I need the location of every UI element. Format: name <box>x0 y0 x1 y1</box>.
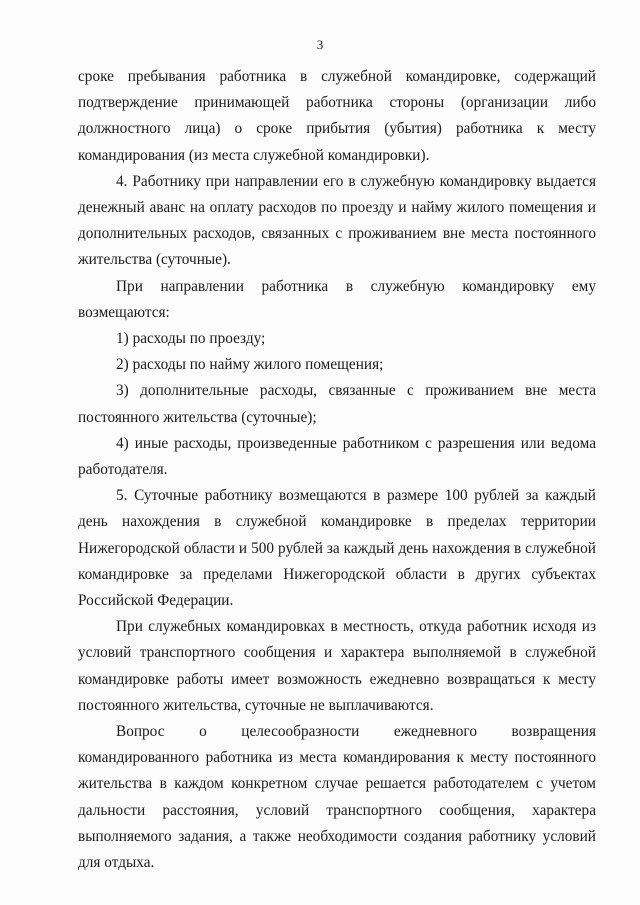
document-body <box>78 64 596 876</box>
page-number: 3 <box>316 37 324 52</box>
list-item: 2) расходы по найму жилого помещения; <box>116 356 384 374</box>
list-item: 3) дополнительные расходы, связанные с проживанием вне места постоянного жительства (суточные); <box>78 382 596 426</box>
paragraph: 5. Суточные работнику возмещаются в размере 100 рублей за каждый день нахождения в служебной командировке в пределах территории Нижегородской области и 500 рублей за каждый день нахождения в служебной командировке за пределами Нижегородской области в других субъектах Российской Федерации. <box>78 487 596 610</box>
paragraph: При направлении работника в служебную командировку ему возмещаются: <box>78 277 596 321</box>
paragraph: сроке пребывания работника в служебной командировке, содержащий подтверждение принимающей работника стороны (организации либо должностного лица) о сроке прибытия (убытия) работника к месту командирования (из места служебной командировки). <box>78 68 596 164</box>
paragraph: При служебных командировках в местность, откуда работник исходя из условий транспортного сообщения и характера выполняемой в служебной командировке работы имеет возможность ежедневно возвращаться к месту постоянного жительства, суточные не выплачиваются. <box>78 618 596 714</box>
list-item: 1) расходы по проезду; <box>116 330 266 348</box>
paragraph: Вопрос о целесообразности ежедневного возвращения командированного работника из места командирования к месту постоянного жительства в каждом конкретном случае решается работодателем с учетом дальности расстояния, условий транспортного сообщения, характера выполняемого задания, а также необходимости создания работнику условий для отдыха. <box>78 723 596 872</box>
list-item: 4) иные расходы, произведенные работником с разрешения или ведома работодателя. <box>78 434 596 479</box>
paragraph: 4. Работнику при направлении его в служебную командировку выдается денежный аванс на оплату расходов по проезду и найму жилого помещения и дополнительных расходов, связанных с проживанием вне места постоянного жительства (суточные). <box>78 172 596 269</box>
